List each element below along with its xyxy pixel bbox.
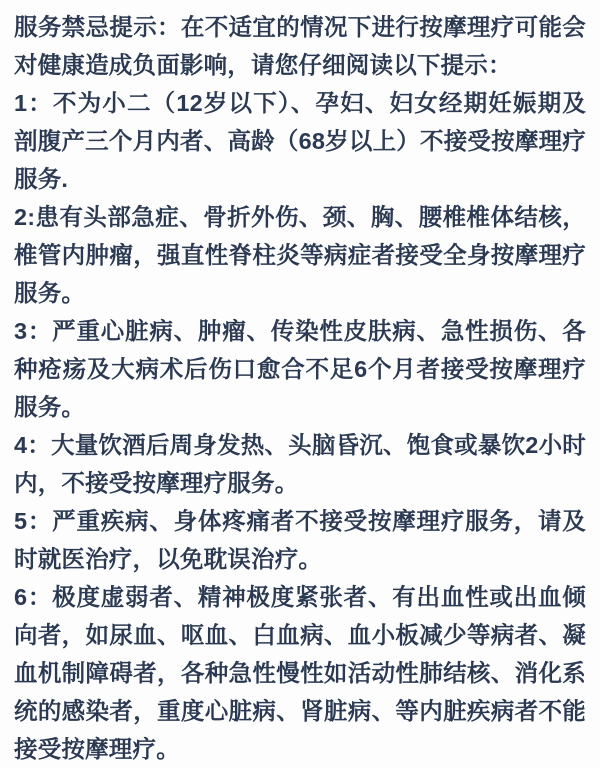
service-contraindication-notice [14,8,586,768]
notice-heading: 服务禁忌提示：在不适宜的情况下进行按摩理疗可能会对健康造成负面影响，请您仔细阅读以下提示： [14,14,586,78]
notice-item-1: 1：不为小二（12岁以下）、孕妇、妇女经期妊娠期及剖腹产三个月内者、高龄（68岁以上）不接受按摩理疗服务. [14,90,586,192]
notice-item-2: 2:患有头部急症、骨折外伤、颈、胸、腰椎椎体结核，椎管内肿瘤，强直性脊柱炎等病症者接受全身按摩理疗服务。 [14,204,586,306]
notice-item-3: 3：严重心脏病、肿瘤、传染性皮肤病、急性损伤、各种疮疡及大病术后伤口愈合不足6个月者接受按摩理疗服务。 [14,318,586,420]
notice-item-5: 5：严重疾病、身体疼痛者不接受按摩理疗服务，请及时就医治疗，以免耽误治疗。 [14,508,586,572]
notice-item-6: 6：极度虚弱者、精神极度紧张者、有出血性或出血倾向者，如尿血、呕血、白血病、血小板减少等病者、凝血机制障碍者，各种急性慢性如活动性肺结核、消化系统的感染者，重度心脏病、肾脏病、等内脏疾病者不能接受按摩理疗。 [14,584,586,762]
notice-item-4: 4：大量饮酒后周身发热、头脑昏沉、饱食或暴饮2小时内，不接受按摩理疗服务。 [14,432,586,496]
